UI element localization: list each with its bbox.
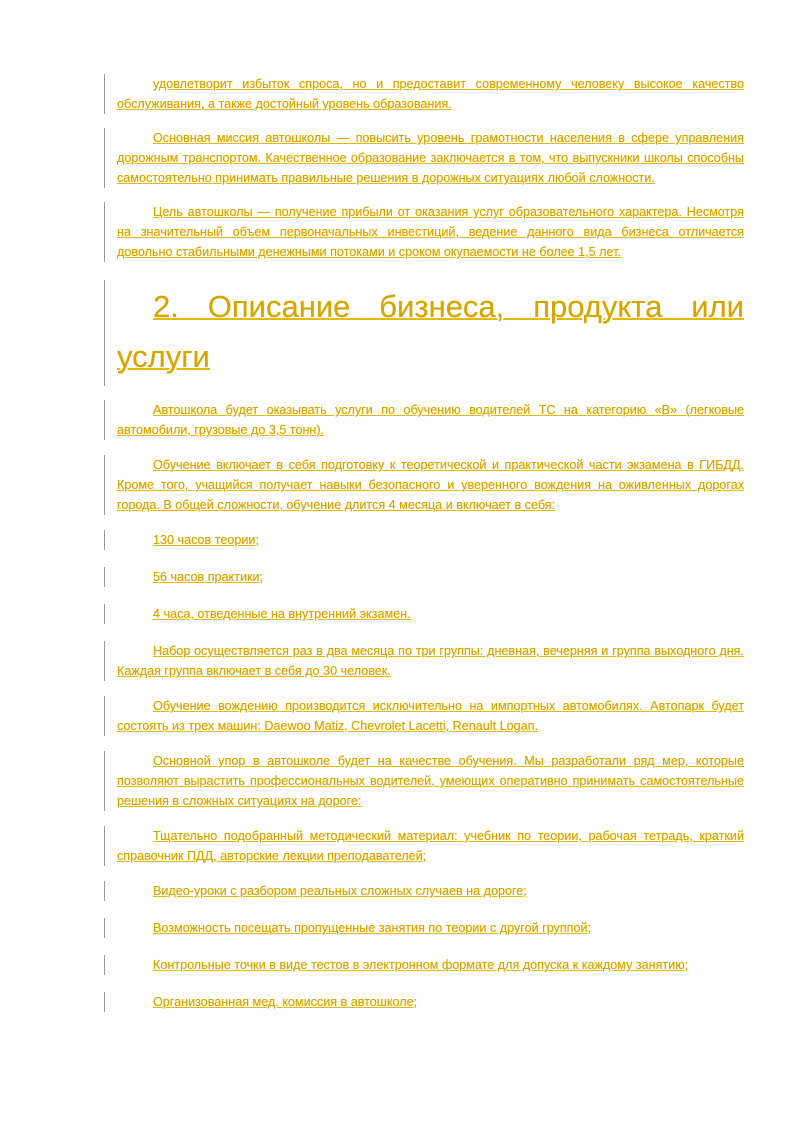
change-bar-paragraph — [104, 128, 744, 188]
paragraph-groups: Набор осуществляется раз в два месяца по три группы: дневная, вечерняя и группа выходного дня. Каждая группа включает в себя до 30 человек. — [117, 644, 744, 678]
paragraph-intro-continuation: удовлетворит избыток спроса, но и предоставит современному человеку высокое качество обслуживания, а также достойный уровень образования. — [117, 77, 744, 111]
paragraph-materials: Тщательно подобранный методический материал: учебник по теории, рабочая тетрадь, краткий справочник ПДД, авторские лекции преподавателей; — [117, 829, 744, 863]
change-bar-paragraph — [104, 74, 744, 114]
change-bar-paragraph — [104, 400, 744, 440]
list-item: Возможность посещать пропущенные занятия по теории с другой группой; — [153, 921, 592, 935]
change-bar-paragraph — [104, 455, 744, 515]
change-bar-paragraph — [104, 696, 744, 736]
list-item: 4 часа, отведенные на внутренний экзамен. — [153, 607, 411, 621]
change-bar-list-item — [104, 881, 744, 901]
list-item: 56 часов практики; — [153, 570, 264, 584]
list-item: Видео-уроки с разбором реальных сложных случаев на дороге; — [153, 884, 527, 898]
paragraph-training: Обучение включает в себя подготовку к теоретической и практической части экзамена в ГИБДД. Кроме того, учащийся получает навыки безопасного и уверенного вождения на оживленных дорогах города. В общей сложности, обучение длится 4 месяца и включает в себя: — [117, 458, 744, 512]
paragraph-quality: Основной упор в автошколе будет на качестве обучения. Мы разработали ряд мер, которые позволяют вырастить профессиональных водителей, умеющих оперативно принимать самостоятельные решения в сложных ситуациях на дороге: — [117, 754, 744, 808]
change-bar-heading — [104, 280, 744, 386]
change-bar-list-item — [104, 918, 744, 938]
change-bar-paragraph — [104, 751, 744, 811]
change-bar-list-item — [104, 567, 744, 587]
paragraph-mission: Основная миссия автошколы — повысить уровень грамотности населения в сфере управления дорожным транспортом. Качественное образование заключается в том, что выпускники школы способны самостоятельно принимать правильные решения в дорожных ситуациях любой сложности. — [117, 131, 744, 185]
list-item: Организованная мед. комиссия в автошколе; — [153, 995, 418, 1009]
section-heading: 2. Описание бизнеса, продукта или услуги — [117, 289, 744, 374]
change-bar-list-item — [104, 530, 744, 550]
paragraph-goal: Цель автошколы — получение прибыли от оказания услуг образовательного характера. Несмотря на значительный объем первоначальных инвестиций, ведение данного вида бизнеса отличается довольно стабильными денежными потоками и сроком окупаемости не более 1,5 лет. — [117, 205, 744, 259]
change-bar-paragraph — [104, 641, 744, 681]
paragraph-services: Автошкола будет оказывать услуги по обучению водителей ТС на категорию «В» (легковые автомобили, грузовые до 3,5 тонн). — [117, 403, 744, 437]
change-bar-paragraph — [104, 826, 744, 866]
list-item: 130 часов теории; — [153, 533, 259, 547]
change-bar-list-item — [104, 955, 744, 975]
change-bar-paragraph — [104, 202, 744, 262]
change-bar-list-item — [104, 604, 744, 624]
change-bar-list-item — [104, 992, 744, 1012]
paragraph-fleet: Обучение вождению производится исключительно на импортных автомобилях. Автопарк будет состоять из трех машин: Daewoo Matiz, Chevrolet Lacetti, Renault Logan. — [117, 699, 744, 733]
list-item: Контрольные точки в виде тестов в электронном формате для допуска к каждому занятию; — [153, 958, 689, 972]
